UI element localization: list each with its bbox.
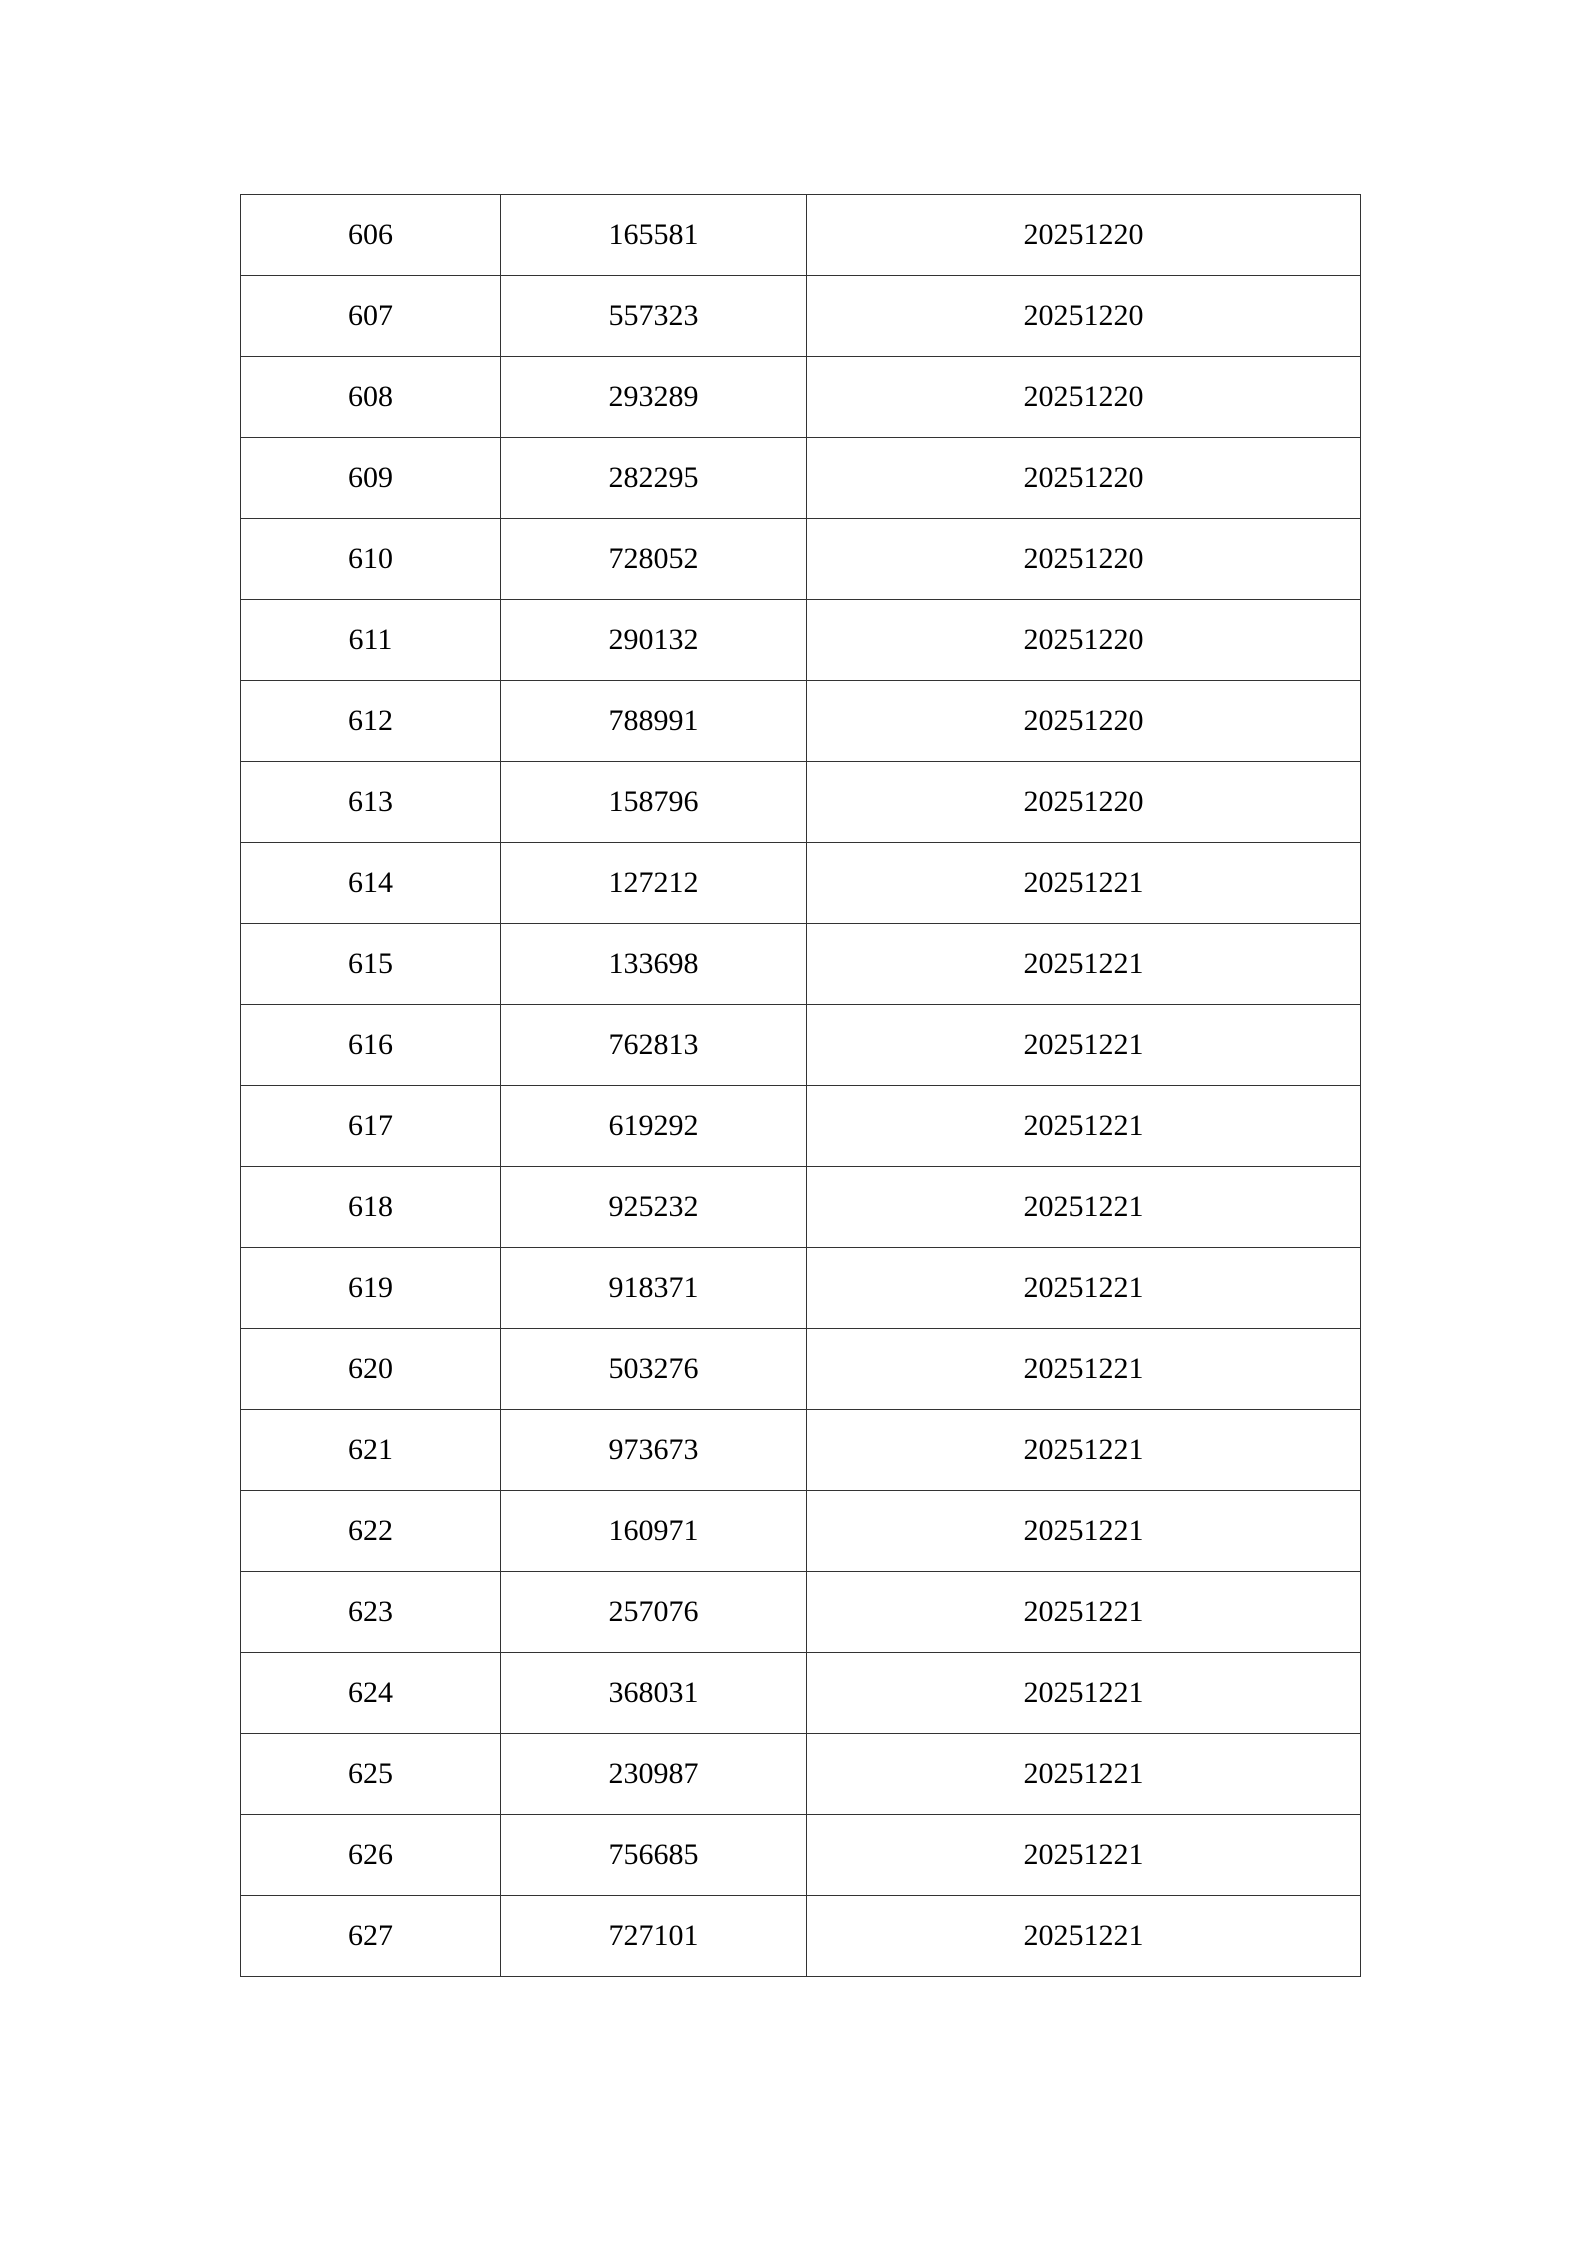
serial-number-cell: 609 (241, 438, 501, 519)
table-row (241, 600, 1361, 681)
table-row (241, 1815, 1361, 1896)
code-cell: 165581 (501, 195, 807, 276)
date-cell: 20251221 (807, 843, 1361, 924)
date-cell: 20251220 (807, 276, 1361, 357)
date-cell: 20251221 (807, 1572, 1361, 1653)
code-cell: 133698 (501, 924, 807, 1005)
date-cell: 20251220 (807, 357, 1361, 438)
code-cell: 230987 (501, 1734, 807, 1815)
table-row (241, 519, 1361, 600)
table-row (241, 1734, 1361, 1815)
serial-number-cell: 620 (241, 1329, 501, 1410)
serial-number-cell: 624 (241, 1653, 501, 1734)
code-cell: 762813 (501, 1005, 807, 1086)
date-cell: 20251221 (807, 924, 1361, 1005)
date-cell: 20251220 (807, 438, 1361, 519)
table-row (241, 1896, 1361, 1977)
date-cell: 20251221 (807, 1248, 1361, 1329)
table-row (241, 357, 1361, 438)
serial-number-cell: 615 (241, 924, 501, 1005)
code-cell: 158796 (501, 762, 807, 843)
table-row (241, 1572, 1361, 1653)
serial-number-cell: 619 (241, 1248, 501, 1329)
serial-number-cell: 612 (241, 681, 501, 762)
date-cell: 20251221 (807, 1167, 1361, 1248)
table-row (241, 843, 1361, 924)
table-row (241, 1005, 1361, 1086)
code-cell: 727101 (501, 1896, 807, 1977)
serial-number-cell: 610 (241, 519, 501, 600)
serial-number-cell: 623 (241, 1572, 501, 1653)
date-cell: 20251220 (807, 195, 1361, 276)
table-row (241, 1410, 1361, 1491)
date-cell: 20251221 (807, 1005, 1361, 1086)
code-cell: 282295 (501, 438, 807, 519)
table-row (241, 1248, 1361, 1329)
code-cell: 788991 (501, 681, 807, 762)
code-cell: 973673 (501, 1410, 807, 1491)
date-cell: 20251221 (807, 1491, 1361, 1572)
code-cell: 368031 (501, 1653, 807, 1734)
serial-number-cell: 616 (241, 1005, 501, 1086)
serial-number-cell: 606 (241, 195, 501, 276)
serial-number-cell: 618 (241, 1167, 501, 1248)
table-row (241, 681, 1361, 762)
date-cell: 20251221 (807, 1653, 1361, 1734)
table-row (241, 1086, 1361, 1167)
serial-number-cell: 613 (241, 762, 501, 843)
table-row (241, 1491, 1361, 1572)
serial-number-cell: 614 (241, 843, 501, 924)
code-cell: 918371 (501, 1248, 807, 1329)
serial-number-cell: 617 (241, 1086, 501, 1167)
table-row (241, 762, 1361, 843)
table-row (241, 438, 1361, 519)
code-cell: 290132 (501, 600, 807, 681)
date-cell: 20251220 (807, 519, 1361, 600)
code-cell: 619292 (501, 1086, 807, 1167)
code-cell: 293289 (501, 357, 807, 438)
date-cell: 20251221 (807, 1734, 1361, 1815)
code-cell: 557323 (501, 276, 807, 357)
serial-number-cell: 607 (241, 276, 501, 357)
serial-number-cell: 625 (241, 1734, 501, 1815)
table-row (241, 1653, 1361, 1734)
date-cell: 20251221 (807, 1896, 1361, 1977)
date-cell: 20251221 (807, 1329, 1361, 1410)
table-row (241, 276, 1361, 357)
date-cell: 20251221 (807, 1086, 1361, 1167)
serial-number-cell: 622 (241, 1491, 501, 1572)
code-cell: 503276 (501, 1329, 807, 1410)
date-cell: 20251220 (807, 600, 1361, 681)
code-cell: 160971 (501, 1491, 807, 1572)
date-cell: 20251220 (807, 762, 1361, 843)
date-cell: 20251220 (807, 681, 1361, 762)
code-cell: 728052 (501, 519, 807, 600)
table-row (241, 195, 1361, 276)
serial-number-cell: 608 (241, 357, 501, 438)
data-table (240, 194, 1361, 1977)
serial-number-cell: 627 (241, 1896, 501, 1977)
code-cell: 127212 (501, 843, 807, 924)
table-row (241, 924, 1361, 1005)
date-cell: 20251221 (807, 1410, 1361, 1491)
table-row (241, 1167, 1361, 1248)
code-cell: 257076 (501, 1572, 807, 1653)
table-body (241, 195, 1361, 1977)
date-cell: 20251221 (807, 1815, 1361, 1896)
table-row (241, 1329, 1361, 1410)
serial-number-cell: 611 (241, 600, 501, 681)
serial-number-cell: 621 (241, 1410, 501, 1491)
code-cell: 756685 (501, 1815, 807, 1896)
serial-number-cell: 626 (241, 1815, 501, 1896)
code-cell: 925232 (501, 1167, 807, 1248)
